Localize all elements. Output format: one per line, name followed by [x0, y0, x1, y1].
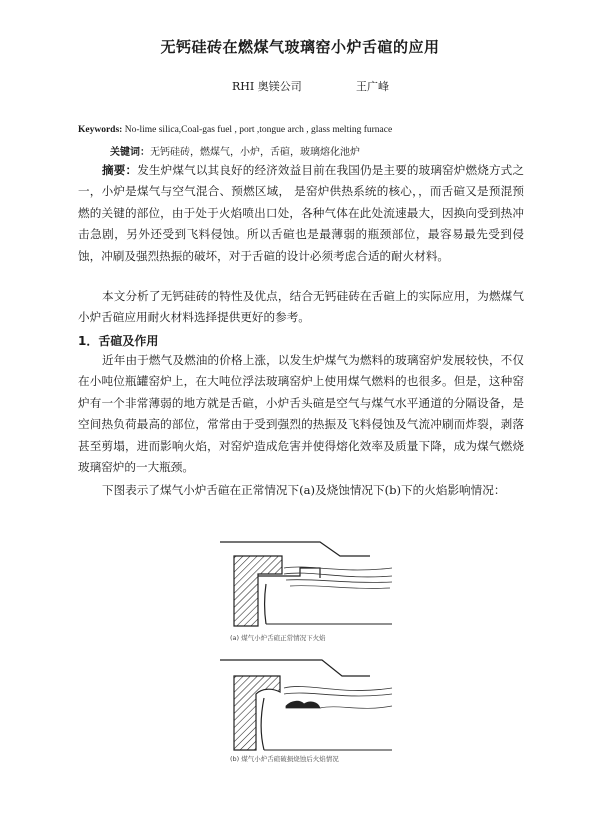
port-tongue-arch-figure: [200, 528, 400, 782]
diagram-a-flame-3: [286, 580, 392, 583]
keywords-english: [78, 125, 548, 135]
diagram-b-eroded: [220, 660, 392, 750]
keywords-chinese: [110, 143, 360, 158]
figure-intro-paragraph: 下图表示了煤气小炉舌碹在正常情况下(a)及烧蚀情况下(b)下的火焰影响情况：: [102, 483, 506, 497]
keywords-chinese-label: 关键词：: [110, 147, 150, 158]
diagram-b-port-outline: [261, 698, 264, 750]
author-name: 王广峰: [356, 80, 389, 93]
diagram-a-flame-4: [290, 586, 390, 589]
diagram-b-debris: [286, 701, 320, 708]
author-affiliation: RHI 奥镁公司: [232, 80, 302, 93]
figure-caption-a: (a) 煤气小炉舌碹正常情况下火焰: [230, 634, 326, 642]
keywords-english-text: No-lime silica,Coal-gas fuel , port ,tongue arch , glass melting furnace: [124, 125, 393, 135]
diagram-a-upper-wall: [220, 542, 370, 556]
diagram-b-flame-2: [284, 693, 392, 696]
diagram-b-tongue-arch: [234, 676, 280, 750]
keywords-english-label: Keywords:: [78, 125, 123, 135]
diagram-b-flame-1: [284, 686, 392, 690]
abstract-text: 发生炉煤气以其良好的经济效益目前在我国仍是主要的玻璃窑炉燃烧方式之一，小炉是煤气与空气混合、预燃区域， 是窑炉供热系统的核心，，而舌碹又是预混预燃的关键的部位，由于处于火焰喷出口处，各种气体在此处流速最大，因换向受到热冲击急剧，另外还受到飞料侵蚀。所以舌碹也是最薄弱的瓶颈部位，最容易最先受到侵蚀，冲刷及强烈热振的破坏，对于舌碹的设计必须考虑合适的耐火材料。: [78, 163, 524, 263]
diagram-b-flame-3: [320, 706, 392, 708]
abstract-label: 摘要：: [102, 163, 138, 177]
diagram-a-normal: [220, 542, 392, 626]
abstract-paragraph: [78, 160, 524, 267]
diagram-b-upper-wall: [220, 660, 370, 676]
paper-title: 无钙硅砖在燃煤气玻璃窑小炉舌碹的应用: [160, 38, 440, 56]
section-1-paragraph: 近年由于燃气及燃油的价格上涨，以发生炉煤气为燃料的玻璃窑炉发展较快，不仅在小吨位瓶罐窑炉上，在大吨位浮法玻璃窑炉上使用煤气燃料的也很多。但是，这种窑炉有一个非常薄弱的地方就是舌碹，小炉舌头碹是空气与煤气水平通道的分隔设备，是空间热负荷最高的部位，常常由于受到强烈的热振及飞料侵蚀及气流冲刷而炸裂，剥落甚至剪塌，进而影响火焰，对窑炉造成危害并使得熔化效率及质量下降，成为煤气燃烧玻璃窑炉的一大瓶颈。: [78, 353, 524, 475]
diagram-a-tongue-arch: [234, 556, 282, 626]
figure-caption-b: (b) 煤气小炉舌碹破损烧蚀后火焰情况: [230, 755, 339, 763]
keywords-chinese-text: 无钙硅砖，燃煤气，小炉，舌碹，玻璃熔化池炉: [150, 147, 360, 158]
section-1-heading: 1．舌碹及作用: [78, 334, 159, 348]
diagram-a-port-outline: [265, 584, 267, 624]
intro-paragraph: 本文分析了无钙硅砖的特性及优点，结合无钙硅砖在舌碹上的实际应用，为燃煤气小炉舌碹应用耐火材料选择提供更好的参考。: [78, 289, 524, 325]
